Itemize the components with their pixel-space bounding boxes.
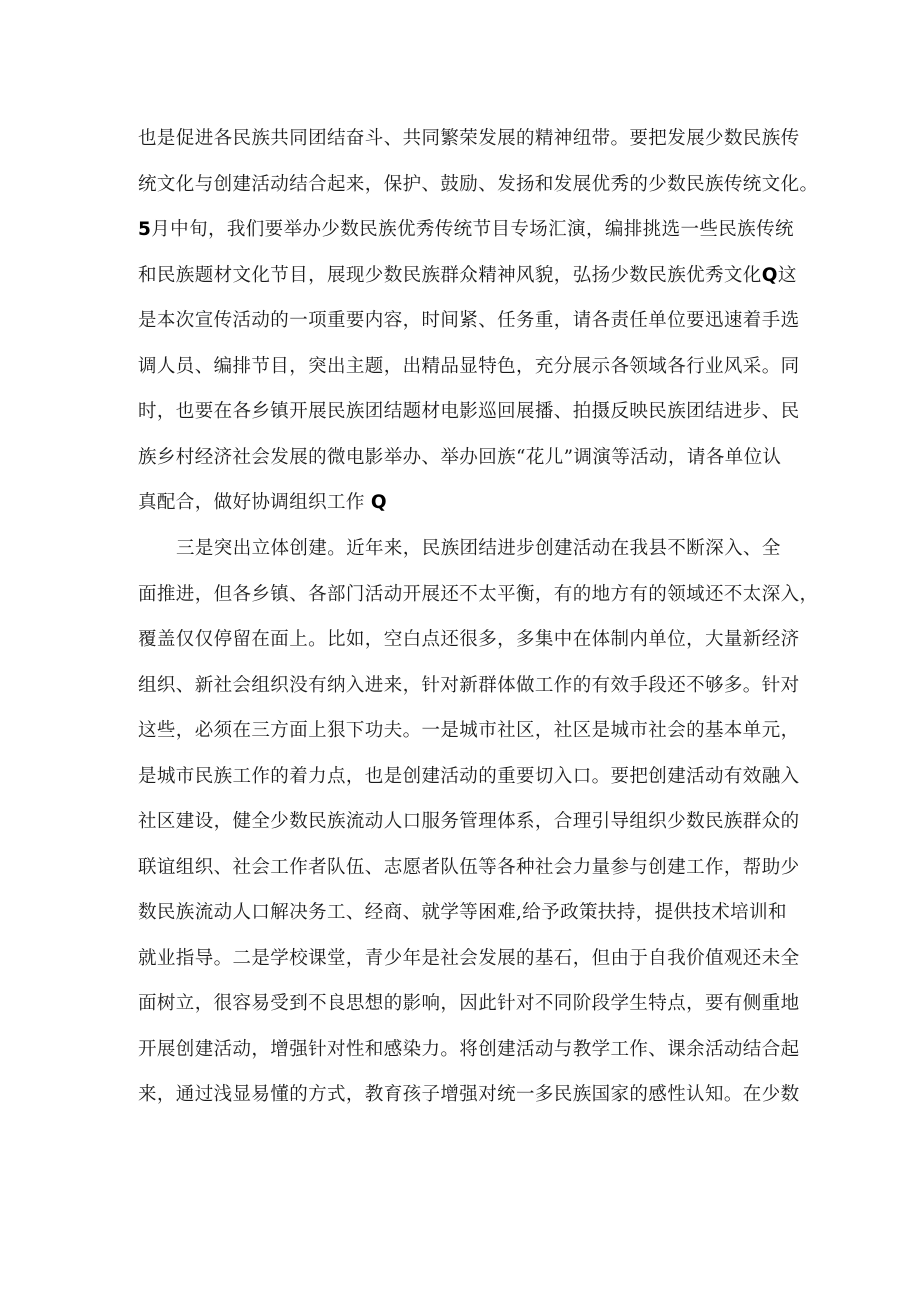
paragraph-2-line-6: 是城市民族工作的着力点，也是创建活动的重要切入口。要把创建活动有效融入 — [138, 766, 800, 787]
paragraph-1-line-2: 统文化与创建活动结合起来，保护、鼓励、发扬和发展优秀的少数民族传统文化。 — [138, 174, 819, 195]
paragraph-1-line-5: 是本次宣传活动的一项重要内容，时间紧、任务重，请各责任单位要迅速着手选 — [138, 310, 800, 331]
paragraph-2-line-5: 这些，必须在三方面上狠下功夫。一是城市社区，社区是城市社会的基本单元， — [138, 720, 800, 741]
paragraph-1-line-7: 时，也要在各乡镇开展民族团结题材电影巡回展播、拍摄反映民族团结进步、民 — [138, 401, 800, 422]
paragraph-2-line-3: 覆盖仅仅停留在面上。比如，空白点还很多，多集中在体制内单位，大量新经济 — [138, 629, 800, 650]
line-3-text: 月中旬，我们要举办少数民族优秀传统节目专场汇演，编排挑选一些民族传统 — [151, 219, 794, 240]
paragraph-2-line-10: 就业指导。二是学校课堂，青少年是社会发展的基石，但由于自我价值观还未全 — [138, 948, 800, 969]
paragraph-2-line-9: 数民族流动人口解决务工、经商、就学等困难,给予政策扶持，提供技术培训和 — [138, 902, 787, 923]
paragraph-1-line-8: 族乡村经济社会发展的微电影举办、举办回族“花儿”调演等活动，请各单位认 — [138, 447, 782, 468]
line-9-text: 真配合，做好协调组织工作 — [138, 492, 365, 513]
paragraph-2-line-8: 联谊组织、社会工作者队伍、志愿者队伍等各种社会力量参与创建工作，帮助少 — [138, 857, 800, 878]
bold-q-marker-2: Q — [370, 492, 387, 513]
bold-q-marker-1: Q — [761, 265, 778, 286]
line-4-tail: 这 — [777, 265, 797, 286]
bold-number-5: 5 — [138, 219, 152, 240]
paragraph-2-line-1: 三是突出立体创建。近年来，民族团结进步创建活动在我县不断深入、全 — [176, 538, 781, 559]
paragraph-1-line-1: 也是促进各民族共同团结奋斗、共同繁荣发展的精神纽带。要把发展少数民族传 — [138, 128, 800, 149]
paragraph-1-line-9 — [138, 485, 387, 521]
paragraph-1-line-6: 调人员、编排节目，突出主题，出精品显特色，充分展示各领域各行业风采。同 — [138, 356, 800, 377]
paragraph-2-line-11: 面树立，很容易受到不良思想的影响，因此针对不同阶段学生特点，要有侧重地 — [138, 993, 800, 1014]
line-4-text: 和民族题材文化节目，展现少数民族群众精神风貌，弘扬少数民族优秀文化 — [138, 265, 762, 286]
paragraph-2-line-7: 社区建设，健全少数民族流动人口服务管理体系，合理引导组织少数民族群众的 — [138, 811, 800, 832]
paragraph-2-line-13: 来，通过浅显易懂的方式，教育孩子增强对统一多民族国家的感性认知。在少数 — [138, 1084, 800, 1105]
paragraph-1-line-3 — [138, 212, 794, 248]
paragraph-1-line-4 — [138, 258, 797, 294]
paragraph-2-line-12: 开展创建活动，增强针对性和感染力。将创建活动与教学工作、课余活动结合起 — [138, 1039, 800, 1060]
paragraph-2-line-4: 组织、新社会组织没有纳入进来，针对新群体做工作的有效手段还不够多。针对 — [138, 675, 800, 696]
paragraph-2-line-2: 面推进，但各乡镇、各部门活动开展还不太平衡，有的地方有的领域还不太深入， — [138, 584, 819, 605]
